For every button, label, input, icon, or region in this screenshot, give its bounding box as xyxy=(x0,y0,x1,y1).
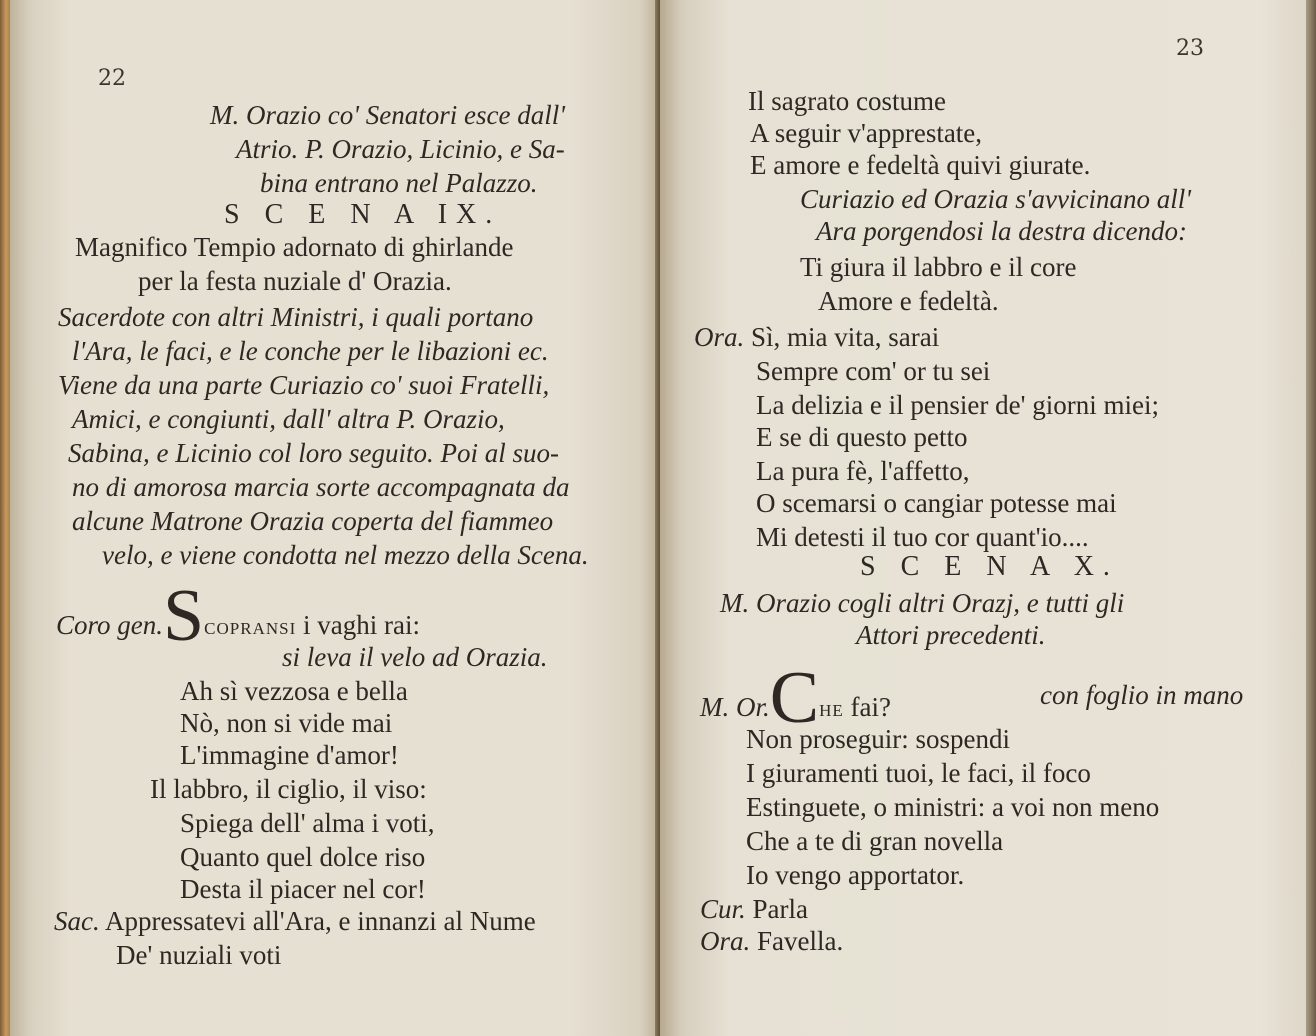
right-page xyxy=(660,0,1308,1036)
page-number-left: 22 xyxy=(98,66,126,91)
drop-cap: C xyxy=(769,657,820,739)
verse-line: E amore e fedeltà quivi giurate. xyxy=(750,150,1091,180)
verse-line: Amore e fedeltà. xyxy=(818,286,999,316)
verse-line: Io vengo apportator. xyxy=(746,860,965,890)
stage-direction-line: alcune Matrone Orazia coperta del fiammeo xyxy=(72,506,554,536)
stage-direction-line: Atrio. P. Orazio, Licinio, e Sa- xyxy=(236,134,565,164)
drop-cap: S xyxy=(163,575,205,657)
verse-line: O scemarsi o cangiar potesse mai xyxy=(756,488,1117,518)
right-page-edges xyxy=(1306,0,1316,1036)
verse-line: Non proseguir: sospendi xyxy=(746,724,1010,754)
stage-direction-line: velo, e viene condotta nel mezzo della Scena. xyxy=(102,540,589,570)
stage-direction-line: con foglio in mano xyxy=(1040,680,1244,710)
page-number-right: 23 xyxy=(1176,36,1204,61)
verse-line: La pura fè, l'affetto, xyxy=(756,456,970,486)
scene-heading-ix: S C E N A IX. xyxy=(224,199,502,230)
speaker-label: M. Or. xyxy=(700,692,770,722)
verse-line: Che a te di gran novella xyxy=(746,826,1004,856)
verse-line: Nò, non si vide mai xyxy=(180,708,393,738)
speaker-label: Sac. xyxy=(54,906,100,936)
coro-text: i vaghi rai: xyxy=(303,610,420,640)
stage-direction-line: Curiazio ed Orazia s'avvicinano all' xyxy=(800,184,1192,214)
speaker-label: Ora. xyxy=(700,926,751,956)
left-page xyxy=(10,0,660,1036)
verse-line: La delizia e il pensier de' giorni miei; xyxy=(756,390,1159,420)
scene-setting-line: Magnifico Tempio adornato di ghirlande xyxy=(75,232,514,262)
verse-line: L'immagine d'amor! xyxy=(180,740,399,770)
stage-direction-line: Sacerdote con altri Ministri, i quali portano xyxy=(58,302,534,332)
speaker-label: Cur. xyxy=(700,894,746,924)
verse-line: Estinguete, o ministri: a voi non meno xyxy=(746,792,1160,822)
mor-text: fai? xyxy=(850,692,892,722)
ora2-line xyxy=(700,926,843,956)
cur-text: Parla xyxy=(752,894,809,924)
cur-line xyxy=(700,894,808,924)
speaker-label: Ora. xyxy=(694,322,745,352)
stage-direction-line: Attori precedenti. xyxy=(856,620,1046,650)
verse-line: Ti giura il labbro e il core xyxy=(800,252,1077,282)
verse-line: I giuramenti tuoi, le faci, il foco xyxy=(746,758,1091,788)
stage-direction-line: bina entrano nel Palazzo. xyxy=(260,168,538,198)
verse-line: De' nuziali voti xyxy=(116,940,282,970)
verse-line: A seguir v'apprestate, xyxy=(750,118,983,148)
verse-line: Spiega dell' alma i voti, xyxy=(180,808,435,838)
scene-setting-line: per la festa nuziale d' Orazia. xyxy=(138,266,452,296)
speaker-label: Coro gen. xyxy=(56,610,163,640)
verse-line: Il sagrato costume xyxy=(748,86,946,116)
verse-line: Sempre com' or tu sei xyxy=(756,356,991,386)
verse-line: Desta il piacer nel cor! xyxy=(180,874,426,904)
ora2-text: Favella. xyxy=(757,926,844,956)
verse-line: Quanto quel dolce riso xyxy=(180,842,426,872)
stage-direction-line: Sabina, e Licinio col loro seguito. Poi al suo- xyxy=(68,438,559,468)
stage-direction-line: no di amorosa marcia sorte accompagnata da xyxy=(72,472,570,502)
verse-line: Mi detesti il tuo cor quant'io.... xyxy=(756,522,1089,552)
stage-direction-line: M. Orazio cogli altri Orazj, e tutti gli xyxy=(720,588,1125,618)
scene-heading-x: S C E N A X. xyxy=(860,551,1119,582)
stage-direction-line: M. Orazio co' Senatori esce dall' xyxy=(210,100,565,130)
verse-line: Il labbro, il ciglio, il viso: xyxy=(150,774,427,804)
stage-direction-line: Viene da una parte Curiazio co' suoi Fratelli, xyxy=(58,370,550,400)
stage-direction-line: si leva il velo ad Orazia. xyxy=(282,642,548,672)
smallcaps-word: HE xyxy=(819,701,844,720)
ora-text: Sì, mia vita, sarai xyxy=(751,322,940,352)
stage-direction-line: l'Ara, le faci, e le conche per le libazioni ec. xyxy=(72,336,549,366)
stage-direction-line: Amici, e congiunti, dall' altra P. Orazio, xyxy=(72,404,505,434)
verse-line: E se di questo petto xyxy=(756,422,968,452)
sac-text: Appressatevi all'Ara, e innanzi al Nume xyxy=(105,906,536,936)
stage-direction-line: Ara porgendosi la destra dicendo: xyxy=(816,216,1187,246)
ora-line xyxy=(694,322,939,352)
verse-line: Ah sì vezzosa e bella xyxy=(180,676,408,706)
sac-line xyxy=(54,906,536,936)
smallcaps-word: COPRANSI xyxy=(204,619,297,638)
